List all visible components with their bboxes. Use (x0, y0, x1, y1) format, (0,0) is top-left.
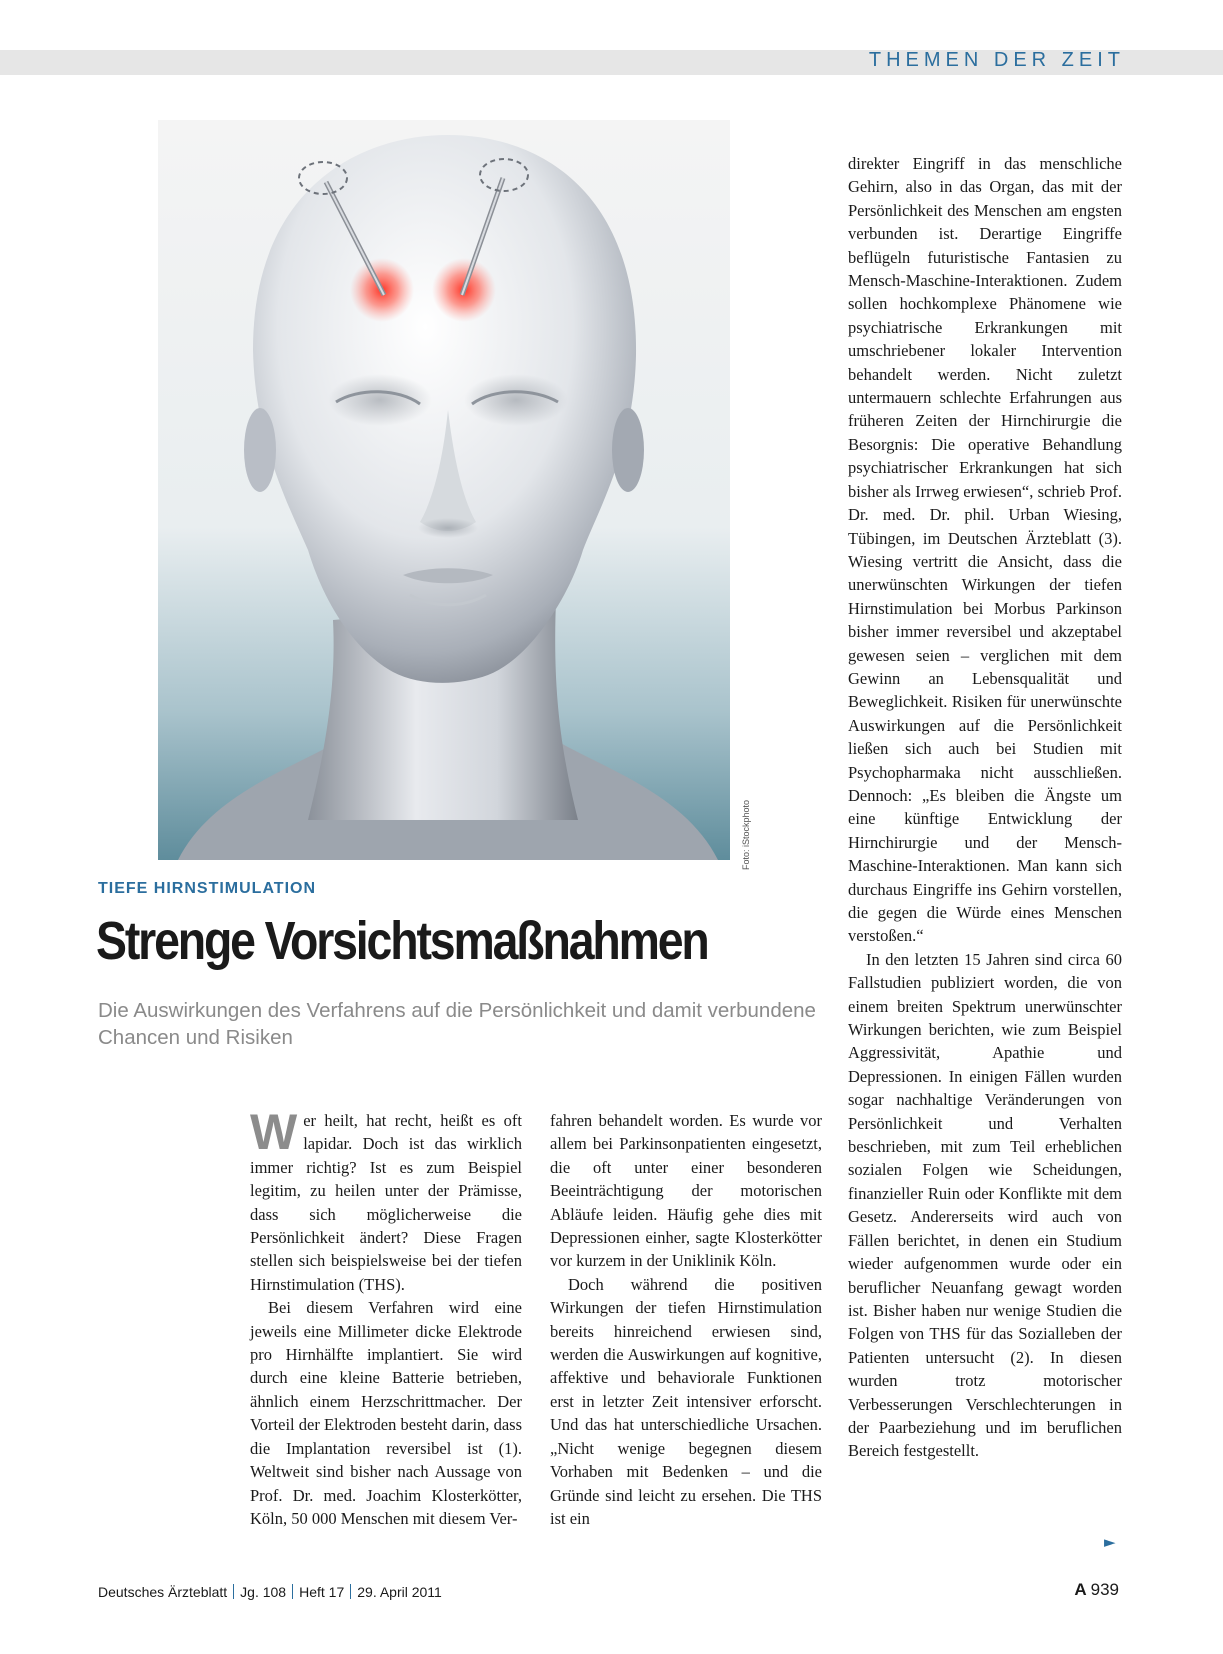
page-number (1074, 1580, 1119, 1600)
paragraph: fahren behandelt worden. Es wurde vor allem bei Parkinsonpatienten eingesetzt, die oft unter einer besonderen Beeinträchtigung der motorischen Abläufe leiden. Häufig gehe dies mit Depressionen einher, sagte Klosterkötter vor kurzem in der Uniklinik Köln. (550, 1111, 822, 1271)
page-prefix: A (1074, 1580, 1087, 1599)
paragraph: direkter Eingriff in das menschliche Gehirn, also in das Organ, das mit der Persönlichkeit des Menschen am engsten verbunden ist. Derartige Eingriffe beflügeln futuristische Fantasien zu Mensch-Maschine-Interaktionen. Zudem sollen hochkomplexe Phänomene wie psychiatrische Erkrankungen mit umschriebener lokaler Intervention behandelt werden. Nicht zuletzt untermauern schlechte Erfahrungen aus früheren Zeiten der Hirnchirurgie die Besorgnis: Die operative Behandlung psychiatrischer Erkrankungen hat sich bisher als Irrweg erwiesen“, schrieb Prof. Dr. med. Dr. phil. Urban Wiesing, Tübingen, im Deutschen Ärzteblatt (3). Wiesing vertritt die Ansicht, dass die unerwünschten Wirkungen der tiefen Hirnstimulation bei Morbus Parkinson bisher immer reversibel und akzeptabel gewesen seien – verglichen mit dem Gewinn an Lebensqualität und Beweglichkeit. Risiken für unerwünschte Auswirkungen auf die Persönlichkeit ließen sich auch bei Studien mit Psychopharmaka nicht ausschließen. Dennoch: „Es bleiben die Ängste um eine künftige Entwicklung der Hirnchirurgie und der Mensch-Maschine-Interaktionen. Man kann sich durchaus Eingriffe ins Gehirn vorstellen, die gegen die Würde eines Menschen verstoßen.“ (848, 154, 1122, 946)
footer-divider (292, 1584, 293, 1599)
article-headline: Strenge Vorsichtsmaßnahmen (96, 911, 708, 971)
drop-cap: W (250, 1104, 298, 1160)
section-label: THEMEN DER ZEIT (868, 49, 1125, 71)
paragraph: Doch während die positiven Wirkungen der tiefen Hirnstimulation bereits hinreichend erwiesen sind, werden die Auswirkungen auf kognitive, affektive und behaviorale Funktionen erst in letzter Zeit intensiver erforscht. Und das hat unterschiedliche Ursachen. „Nicht wenige begegnen diesem Vorhaben mit Bedenken – und die Gründe sind leicht zu ersehen. Die THS ist ein (550, 1274, 822, 1528)
paragraph: er heilt, hat recht, heißt es oft lapidar. Doch ist das wirklich immer richtig? Ist es zum Beispiel legitim, zu heilen unter der Prämisse, dass sich möglicherweise die Persönlichkeit ändert? Diese Fragen stellen sich beispielsweise bei der tiefen Hirnstimulation (THS). (250, 1111, 522, 1294)
journal-date: 29. April 2011 (357, 1584, 442, 1600)
article-deck: Die Auswirkungen des Verfahrens auf die Persönlichkeit und damit verbundene Chancen und Risiken (98, 999, 816, 1049)
footer-divider (233, 1584, 234, 1599)
continue-arrow-icon: ► (1104, 1533, 1116, 1551)
journal-name: Deutsches Ärzteblatt (98, 1584, 228, 1600)
journal-issue: Heft 17 (299, 1584, 345, 1600)
body-column-3 (848, 152, 1122, 1463)
article-photo (158, 120, 730, 860)
body-column-2 (550, 1109, 822, 1530)
footer-divider (350, 1584, 351, 1599)
mannequin-head-illustration (158, 120, 730, 860)
page-number-value: 939 (1090, 1580, 1119, 1599)
photo-credit: Foto: iStockphoto (741, 799, 751, 870)
page-footer (98, 1584, 442, 1600)
journal-volume: Jg. 108 (240, 1584, 287, 1600)
body-column-1 (250, 1104, 522, 1530)
article-kicker: TIEFE HIRNSTIMULATION (98, 880, 317, 897)
paragraph: In den letzten 15 Jahren sind circa 60 Fallstudien publiziert worden, die von einem breiten Spektrum unerwünschter Wirkungen berichten, wie zum Beispiel Aggressivität, Apathie und Depressionen. In einigen Fällen wurden sogar nachhaltige Veränderungen von Persönlichkeit und Verhalten beschrieben, mit zum Teil erheblichen sozialen Folgen wie Scheidungen, finanzieller Ruin oder Konflikte mit dem Gesetz. Andererseits wird auch von Fällen berichtet, in denen ein Studium wieder aufgenommen wurde oder ein beruflicher Neuanfang gewagt worden ist. Bisher haben nur wenige Studien die Folgen von THS für das Sozialleben der Patienten untersucht (2). In diesen wurden trotz motorischer Verbesserungen Verschlechterungen in der Paarbeziehung und im beruflichen Bereich festgestellt. (848, 949, 1122, 1461)
paragraph: Bei diesem Verfahren wird eine jeweils eine Millimeter dicke Elektrode pro Hirnhälfte implantiert. Sie wird durch eine kleine Batterie betrieben, ähnlich einem Herzschrittmacher. Der Vorteil der Elektroden besteht darin, dass die Implantation reversibel ist (1). Weltweit sind bisher nach Aussage von Prof. Dr. med. Joachim Klosterkötter, Köln, 50 000 Menschen mit diesem Ver- (250, 1298, 522, 1528)
